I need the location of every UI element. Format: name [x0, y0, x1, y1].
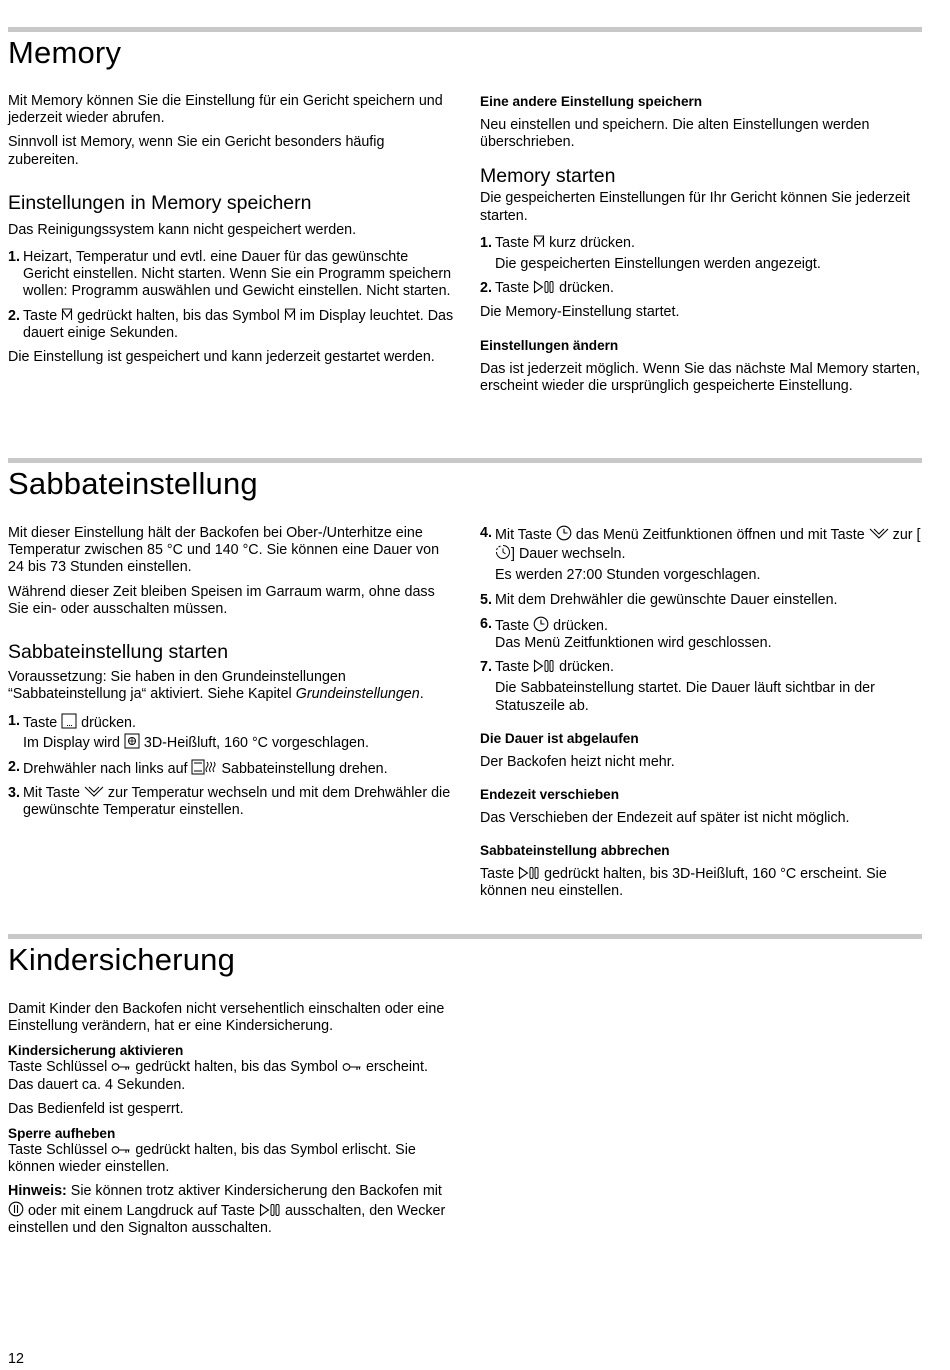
step-text: Heizart, Temperatur und evtl. eine Dauer für das gewünschte Gericht einstellen. Nicht starten. Wenn Sie ein Programm speichern wollen: Programm auswählen und Gewicht einstellen. Nicht starten. — [23, 249, 452, 300]
memory-change-text: Das ist jederzeit möglich. Wenn Sie das nächste Mal Memory starten, erscheint wieder die ursprünglich gespeicherte Einstellung. — [480, 360, 920, 394]
step-text: zur [ — [892, 527, 921, 543]
memory-icon — [533, 235, 545, 249]
memory-other-heading: Eine andere Einstellung speichern — [480, 94, 703, 109]
step-text: zur Temperatur wechseln und mit dem Drehwähler die gewünschte Temperatur einstellen. — [23, 785, 451, 819]
step-text: ] Dauer wechseln. — [511, 546, 626, 563]
heating-mode-icon — [61, 713, 77, 729]
step-text: im Display leuchtet. Das dauert einige Sekunden. — [23, 307, 454, 341]
clock-icon — [533, 616, 549, 632]
3d-hot-air-icon — [124, 733, 140, 749]
section-title-memory: Memory — [8, 35, 122, 70]
hint-text: Sie können trotz aktiver Kindersicherung den Backofen mit — [70, 1183, 442, 1200]
sabbat-endtime-text: Das Verschieben der Endezeit auf später ist nicht möglich. — [480, 810, 850, 827]
step-text: Sabbateinstellung drehen. — [221, 760, 388, 777]
memory-start-result: Die Memory-Einstellung startet. — [480, 304, 680, 321]
unlock-text: gedrückt halten, bis das Symbol erlischt. Sie können wieder einstellen. — [8, 1142, 416, 1176]
memory-usage-note: Sinnvoll ist Memory, wenn Sie ein Gericht besonders häufig zubereiten. — [8, 134, 385, 168]
memory-icon — [284, 308, 296, 322]
kinder-activate-text — [8, 1059, 456, 1093]
step-text: Taste — [495, 617, 530, 634]
activate-text: gedrückt halten, bis das Symbol — [135, 1059, 338, 1076]
kinder-unlock-text — [8, 1142, 456, 1176]
memory-start-step-1 — [480, 235, 928, 273]
sabbat-warm-note: Während dieser Zeit bleiben Speisen im Garraum warm, ohne dass Sie ein- oder ausschalten müssen. — [8, 583, 435, 617]
step-text: drücken. — [559, 280, 614, 297]
sabbat-start-heading: Sabbateinstellung starten — [8, 641, 229, 664]
memory-save-heading: Einstellungen in Memory speichern — [8, 191, 312, 214]
sabbat-cancel-text — [480, 866, 928, 900]
cancel-text: Taste — [480, 866, 515, 883]
step-number: 2. — [8, 758, 20, 775]
memory-start-heading: Memory starten — [480, 165, 616, 188]
duration-icon — [495, 544, 511, 560]
kinder-hint — [8, 1183, 456, 1237]
kinder-column — [8, 1001, 456, 1237]
key-icon — [111, 1144, 131, 1156]
step-text: Taste — [495, 659, 530, 676]
memory-save-step-2 — [8, 308, 456, 342]
kinder-unlock-heading: Sperre aufheben — [8, 1126, 116, 1142]
step-text: Mit dem Drehwähler die gewünschte Dauer einstellen. — [495, 591, 838, 608]
step-text: Taste — [23, 307, 58, 324]
step-text: Mit Taste — [495, 527, 552, 543]
section-title-kinder: Kindersicherung — [8, 942, 236, 977]
step-number: 1. — [8, 713, 20, 730]
clock-icon — [556, 525, 572, 541]
step-number: 3. — [8, 785, 20, 802]
power-icon — [8, 1201, 24, 1217]
step-text: drücken. — [81, 715, 136, 732]
cancel-text: gedrückt halten, bis 3D-Heißluft, 160 °C erscheint. Sie können neu einstellen. — [480, 866, 887, 900]
chevron-down-icon — [869, 527, 889, 541]
start-pause-icon — [533, 280, 555, 294]
memory-save-step-1 — [8, 249, 456, 301]
step-text: Taste — [495, 234, 530, 251]
hint-text: oder mit einem Langdruck auf Taste — [27, 1202, 256, 1219]
chevron-down-icon — [84, 785, 104, 799]
key-icon — [111, 1061, 131, 1073]
prerequisite-text: Voraussetzung: Sie haben in den Grundeinstellungen “Sabbateinstellung ja“ aktiviert. Siehe Kapitel — [8, 669, 346, 703]
sabbat-expired-heading: Die Dauer ist abgelaufen — [480, 730, 639, 746]
step-text: das Menü Zeitfunktionen öffnen und mit Taste — [575, 527, 865, 543]
page-number: 12 — [8, 1351, 24, 1367]
step-text: gedrückt halten, bis das Symbol — [77, 307, 280, 324]
sabbat-prerequisite — [8, 669, 456, 703]
step-text: kurz drücken. — [549, 234, 635, 251]
memory-saved-note: Die Einstellung ist gespeichert und kann jederzeit gestartet werden. — [8, 349, 435, 366]
sabbat-step-2 — [8, 759, 456, 778]
step-text: Taste — [23, 715, 58, 732]
step-number: 2. — [480, 280, 492, 297]
sabbat-step-3 — [8, 785, 456, 819]
step-result: Das Menü Zeitfunktionen wird geschlossen. — [495, 635, 772, 652]
sabbat-step-5 — [480, 592, 928, 609]
memory-left-column — [8, 93, 456, 366]
section-title-sabbat: Sabbateinstellung — [8, 466, 258, 501]
memory-change-heading: Einstellungen ändern — [480, 337, 619, 353]
start-pause-icon — [533, 659, 555, 673]
memory-icon — [61, 308, 73, 322]
section-rule-memory — [8, 27, 922, 32]
kinder-intro: Damit Kinder den Backofen nicht versehentlich einschalten oder eine Einstellung verändern, hat er eine Kindersicherung. — [8, 1001, 445, 1035]
step-result: Es werden 27:00 Stunden vorgeschlagen. — [495, 567, 761, 584]
activate-text: Taste Schlüssel — [8, 1059, 108, 1076]
step-number: 5. — [480, 591, 492, 608]
memory-right-column — [480, 93, 928, 395]
sabbat-step-7 — [480, 659, 928, 715]
step-text: drücken. — [559, 659, 614, 676]
sabbat-endtime-heading: Endezeit verschieben — [480, 787, 620, 803]
step-number: 6. — [480, 615, 492, 632]
hint-label: Hinweis: — [8, 1183, 67, 1200]
sabbat-intro: Mit dieser Einstellung hält der Backofen bei Ober-/Unterhitze eine Temperatur zwischen 85 °C und 140 °C. Sie können eine Dauer von 24 bis 73 Stunden einstellen. — [8, 525, 440, 576]
step-text: 3D-Heißluft, 160 °C vorgeschlagen. — [143, 734, 369, 751]
step-number: 2. — [8, 307, 20, 324]
unlock-text: Taste Schlüssel — [8, 1142, 108, 1159]
sabbath-mode-icon — [191, 759, 217, 775]
sabbat-step-1 — [8, 713, 456, 751]
step-number: 7. — [480, 659, 492, 676]
sabbat-step-4 — [480, 525, 928, 585]
step-result: Die Sabbateinstellung startet. Die Dauer läuft sichtbar in der Statuszeile ab. — [495, 680, 875, 714]
section-rule-kinder — [8, 934, 922, 939]
step-text: Drehwähler nach links auf — [23, 760, 188, 777]
step-text: Im Display wird — [23, 734, 120, 751]
step-result: Die gespeicherten Einstellungen werden angezeigt. — [495, 256, 821, 273]
step-text: drücken. — [553, 617, 608, 634]
sabbat-expired-text: Der Backofen heizt nicht mehr. — [480, 753, 675, 770]
sabbat-cancel-heading: Sabbateinstellung abbrechen — [480, 843, 670, 859]
sabbat-step-6 — [480, 616, 928, 652]
step-number: 1. — [480, 234, 492, 251]
start-pause-icon — [518, 866, 540, 880]
memory-other-text: Neu einstellen und speichern. Die alten Einstellungen werden überschrieben. — [480, 117, 870, 151]
activate-text: erscheint. Das dauert ca. 4 Sekunden. — [8, 1059, 428, 1093]
hint-text: ausschalten, den Wecker einstellen und den Signalton ausschalten. — [8, 1202, 446, 1236]
section-rule-sabbat — [8, 458, 922, 463]
memory-start-step-2 — [480, 280, 928, 297]
sabbat-right-column — [480, 525, 928, 901]
step-number: 1. — [8, 249, 20, 266]
prerequisite-end: . — [419, 686, 424, 703]
start-pause-icon — [259, 1203, 281, 1217]
kinder-activate-heading: Kindersicherung aktivieren — [8, 1043, 184, 1059]
memory-save-note: Das Reinigungssystem kann nicht gespeichert werden. — [8, 221, 357, 238]
kinder-locked-note: Das Bedienfeld ist gesperrt. — [8, 1100, 184, 1117]
key-icon — [342, 1061, 362, 1073]
memory-intro: Mit Memory können Sie die Einstellung für ein Gericht speichern und jederzeit wieder abrufen. — [8, 93, 443, 127]
step-number: 4. — [480, 525, 492, 541]
step-text: Mit Taste — [23, 785, 80, 802]
sabbat-left-column — [8, 525, 456, 819]
memory-start-intro: Die gespeicherten Einstellungen für Ihr Gericht können Sie jederzeit starten. — [480, 190, 910, 224]
chapter-reference: Grundeinstellungen — [295, 686, 420, 703]
step-text: Taste — [495, 280, 530, 297]
